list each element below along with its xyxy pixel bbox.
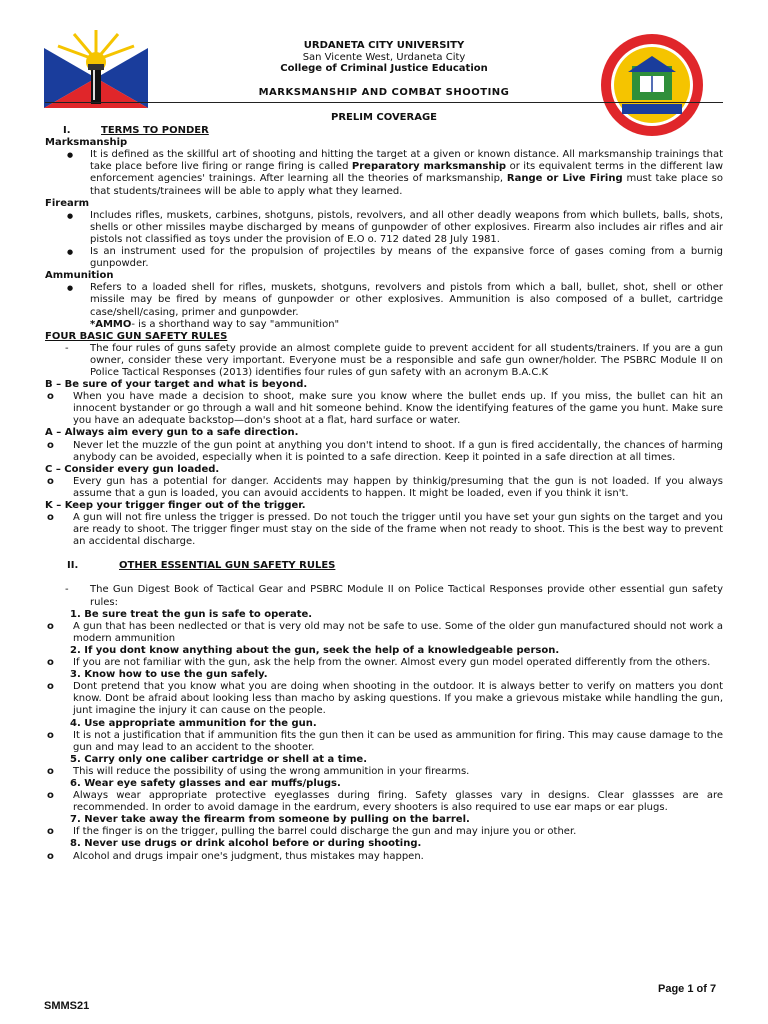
ammo-note: [45, 319, 723, 331]
header-text: [170, 40, 598, 75]
other-rule-8-heading: 8. Never use drugs or drink alcohol before or during shooting.: [70, 838, 422, 850]
rule-c-heading: C – Consider every gun loaded.: [45, 463, 220, 475]
ammunition-list: [45, 282, 723, 318]
list-item: ● Includes rifles, muskets, carbines, shotguns, pistols, revolvers, and all other deadly weapons from which bullets, balls, shots, shells or other missiles maybe discharged by means of gunpowder of other explosives. Firearm also includes air rifles and air pistols not classified as toys under the provision of E.O o. 712 dated 28 July 1981.: [45, 210, 723, 246]
section-1-title: TERMS TO PONDER: [101, 125, 209, 137]
other-rule-5-heading: 5. Carry only one caliber cartridge or shell at a time.: [70, 753, 367, 765]
torch-logo-icon: [44, 30, 148, 108]
other-rule-7-text: o If the finger is on the trigger, pulling the barrel could discharge the gun and may injure you or other.: [45, 826, 723, 838]
text: must take place so that students/trainees will be able to apply what they learned.: [90, 173, 724, 197]
other-rule-3-heading: 3. Know how to use the gun safely.: [70, 669, 268, 681]
four-rules-intro: - The four rules of guns safety provide an almost complete guide to prevent accident for all students/trainers. If you are a gun owner, consider these very important. Everyone must be a responsible and safe gun owner/holder. The PSBRC Module II on Police Tactical Responses (2013) identifies four rules of gun safety with an acronym B.A.C.K: [45, 343, 723, 379]
section-2-heading: [45, 560, 723, 572]
content-body: [45, 112, 723, 863]
other-rule-4-text: o It is not a justification that if ammunition fits the gun then it can be used as ammunition for firing. This may cause damage to the gun and may lead to an accident to the shooter.: [45, 730, 723, 754]
bold-term: Preparatory marksmanship: [351, 161, 507, 173]
rule-b-heading: B – Be sure of your target and what is beyond.: [45, 379, 308, 391]
course-title: MARKSMANSHIP AND COMBAT SHOOTING: [258, 87, 510, 98]
page-number: Page 1 of 7: [658, 983, 717, 995]
text: or its equivalent terms in the different law enforcement agencies' trainings. After learning all the theories of marksmanship,: [90, 161, 723, 185]
document-code: SMMS21: [44, 1000, 90, 1012]
list-item: ● Refers to a loaded shell for rifles, muskets, shotguns, revolvers and pistols from which a ball, bullet, shot, shell or other missile may be fired by means of gunpowder or other explosives. Ammunition is also composed of a bullet, cartridge case/shell/casing, primer and gunpowder.: [45, 282, 723, 318]
section-2-number: II.: [67, 560, 79, 572]
other-rule-2-text: o If you are not familiar with the gun, ask the help from the owner. Almost every gun model operated differently from the others.: [45, 657, 723, 669]
rule-a-heading: A – Always aim every gun to a safe direction.: [45, 427, 299, 439]
rule-c-text: o Every gun has a potential for danger. Accidents may happen by thinkig/presuming that the gun is not loaded. If you always assume that a gun is loaded, you can avouid accidents to happen. It might be loaded, even if you think it isn't.: [45, 476, 723, 500]
term-marksmanship: Marksmanship: [45, 137, 128, 149]
term-ammunition: Ammunition: [45, 270, 114, 282]
section-1-heading: [45, 125, 723, 137]
university-address: San Vicente West, Urdaneta City: [302, 51, 466, 63]
text: It is defined as the skillful art of shooting and hitting the target at a given or known distance. All marksmanship trainings that take place before live firing or range firing is called: [90, 149, 723, 173]
other-rule-3-text: o Dont pretend that you know what you are doing when shooting in the outdoor. It is always better to verify on matters you dont know. Dont be afraid about looking less than macho by asking questions. If you make a grievous mistake while handling the gun, junt imagine the injury it can cause on the people.: [45, 681, 723, 717]
ammo-note-text: - is a shorthand way to say "ammunition": [131, 318, 340, 330]
other-rule-4-heading: 4. Use appropriate ammunition for the gun.: [70, 717, 317, 729]
four-rules-title: FOUR BASIC GUN SAFETY RULES: [45, 330, 228, 342]
other-rule-6-text: o Always wear appropriate protective eyeglasses during firing. Safety glasses vary in designs. Clear glassses are are recommended. In order to avoid damage in the eardrum, every shooters is also required to use ear maps or ear plugs.: [45, 790, 723, 814]
other-rule-5-text: o This will reduce the possibility of using the wrong ammunition in your firearms.: [45, 766, 723, 778]
other-rule-1-text: o A gun that has been nedlected or that is very old may not be safe to use. Some of the older gun manufactured should not work a modern ammunition: [45, 621, 723, 645]
other-rule-1-heading: 1. Be sure treat the gun is safe to operate.: [70, 608, 313, 620]
header-divider: [45, 102, 723, 103]
university-name: URDANETA CITY UNIVERSITY: [303, 40, 465, 51]
bold-term: Range or Live Firing: [506, 173, 623, 185]
term-firearm: Firearm: [45, 197, 90, 209]
section-1-number: I.: [63, 125, 71, 137]
rule-b-text: o When you have made a decision to shoot, make sure you know where the bullet ends up. If you miss, the bullet can hit an innocent bystander or go through a wall and hit someone behind. Know the identifying features of the game you hunt. Make sure you have an adequate backstop—don's shoot at a flat, hard surface or water.: [45, 391, 723, 427]
list-item: [45, 149, 723, 197]
page-header: [0, 30, 768, 110]
other-rule-7-heading: 7. Never take away the firearm from someone by pulling on the barrel.: [70, 814, 470, 826]
coverage-title: PRELIM COVERAGE: [330, 112, 437, 123]
rule-k-heading: K – Keep your trigger finger out of the trigger.: [45, 500, 306, 511]
other-rule-6-heading: 6. Wear eye safety glasses and ear muffs/plugs.: [70, 777, 341, 789]
other-rule-8-text: o Alcohol and drugs impair one's judgment, thus mistakes may happen.: [45, 851, 723, 863]
rule-k-text: o A gun will not fire unless the trigger is pressed. Do not touch the trigger until you have set your gun sights on the target and you are ready to shoot. The trigger finger must stay on the side of the frame when not ready to shoot. This is the best way to prevent an accidental discharge.: [45, 512, 723, 548]
rule-a-text: o Never let the muzzle of the gun point at anything you don't intend to shoot. If a gun is fired accidentally, the chances of harming anybody can be avoided, especially when it is pointed to a safe direction. Keep it pointed in a safe direction at all times.: [45, 440, 723, 464]
marksmanship-list: [45, 149, 723, 197]
section-2-title: OTHER ESSENTIAL GUN SAFETY RULES: [119, 560, 336, 572]
other-rule-2-heading: 2. If you dont know anything about the gun, seek the help of a knowledgeable person.: [70, 644, 560, 656]
other-rules-intro: - The Gun Digest Book of Tactical Gear and PSBRC Module II on Police Tactical Responses provide other essential gun safety rules:: [45, 584, 723, 608]
ammo-note-term: *AMMO: [90, 318, 132, 330]
firearm-list: [45, 210, 723, 270]
college-name: College of Criminal Justice Education: [280, 63, 488, 74]
list-item: ● Is an instrument used for the propulsion of projectiles by means of the expansive force of gases coming from a burnig gunpowder.: [45, 246, 723, 270]
